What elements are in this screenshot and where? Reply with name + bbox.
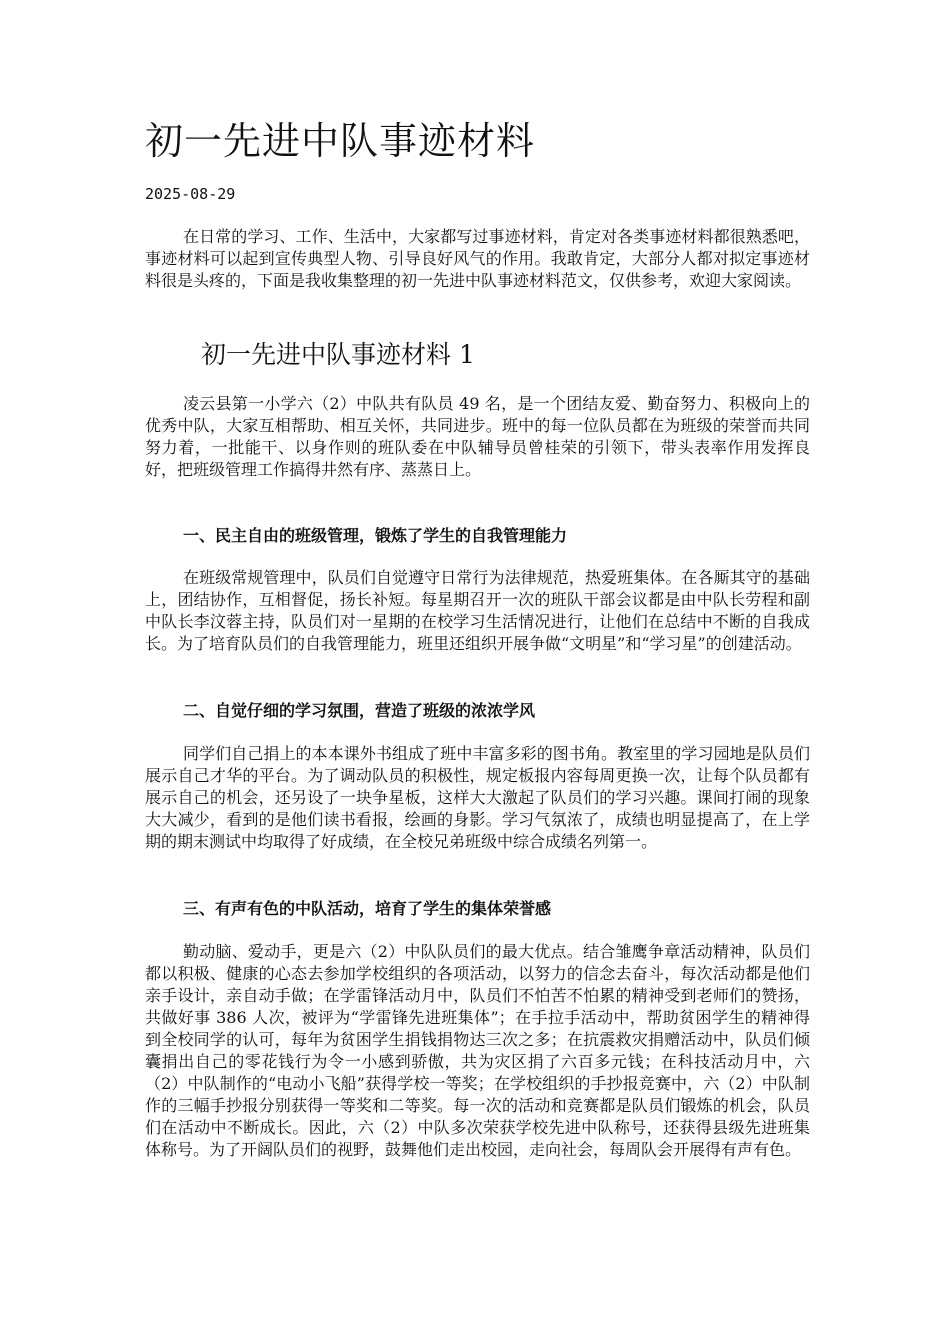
paragraph-3: 同学们自己捐上的本本课外书组成了班中丰富多彩的图书角。教室里的学习园地是队员们展示自己才华的平台。为了调动队员的积极性，规定板报内容每周更换一次，让每个队员都有展示自己的机会，还另设了一块争星板，这样大大激起了队员们的学习兴趣。课间打闹的现象大大减少，看到的是他们读书看报，绘画的身影。学习气氛浓了，成绩也明显提高了，在上学期的期末测试中均取得了好成绩，在全校兄弟班级中综合成绩名列第一。 bbox=[145, 744, 810, 851]
paragraph-1: 凌云县第一小学六（2）中队共有队员 49 名，是一个团结友爱、勤奋努力、积极向上的优秀中队，大家互相帮助、相互关怀，共同进步。班中的每一位队员都在为班级的荣誉而共同努力着，一批能干、以身作则的班队委在中队辅导员曾桂荣的引领下，带头表率作用发挥良好，把班级管理工作搞得井然有序、蒸蒸日上。 bbox=[145, 394, 810, 479]
document-date: 2025-08-29 bbox=[145, 185, 236, 203]
heading-1: 一、民主自由的班级管理，锻炼了学生的自我管理能力 bbox=[183, 526, 568, 545]
section-title: 初一先进中队事迹材料 1 bbox=[201, 340, 475, 369]
heading-3: 三、有声有色的中队活动，培育了学生的集体荣誉感 bbox=[183, 899, 552, 918]
paragraph-2: 在班级常规管理中，队员们自觉遵守日常行为法律规范，热爱班集体。在各厮其守的基础上，团结协作，互相督促，扬长补短。每星期召开一次的班队干部会议都是由中队长劳程和副中队长李汶蓉主持，队员们对一星期的在校学习生活情况进行，让他们在总结中不断的自我成长。为了培育队员们的自我管理能力，班里还组织开展争做“文明星”和“学习星”的创建活动。 bbox=[145, 568, 810, 653]
intro-paragraph: 在日常的学习、工作、生活中，大家都写过事迹材料，肯定对各类事迹材料都很熟悉吧，事迹材料可以起到宣传典型人物、引导良好风气的作用。我敢肯定，大部分人都对拟定事迹材料很是头疼的，下面是我收集整理的初一先进中队事迹材料范文，仅供参考，欢迎大家阅读。 bbox=[145, 227, 810, 290]
heading-2: 二、自觉仔细的学习氛围，营造了班级的浓浓学风 bbox=[183, 701, 536, 720]
document-title: 初一先进中队事迹材料 bbox=[145, 119, 536, 163]
paragraph-4: 勤动脑、爱动手，更是六（2）中队队员们的最大优点。结合雏鹰争章活动精神，队员们都以积极、健康的心态去参加学校组织的各项活动，以努力的信念去奋斗，每次活动都是他们亲手设计，亲自动手做；在学雷锋活动月中，队员们不怕苦不怕累的精神受到老师们的赞扬，共做好事 386 人次，被评为“学雷锋先进班集体”；在手拉手活动中，帮助贫困学生的精神得到全校同学的认可，每年为贫困学生捐钱捐物达三次之多；在抗震救灾捐赠活动中，队员们倾囊捐出自己的零花钱行为令一小感到骄傲，共为灾区捐了六百多元钱；在科技活动月中，六（2）中队制作的“电动小飞船”获得学校一等奖；在学校组织的手抄报竞赛中，六（2）中队制作的三幅手抄报分别获得一等奖和二等奖。每一次的活动和竞赛都是队员们锻炼的机会，队员们在活动中不断成长。因此，六（2）中队多次荣获学校先进中队称号，还获得县级先进班集体称号。为了开阔队员们的视野，鼓舞他们走出校园，走向社会，每周队会开展得有声有色。 bbox=[145, 942, 810, 1159]
